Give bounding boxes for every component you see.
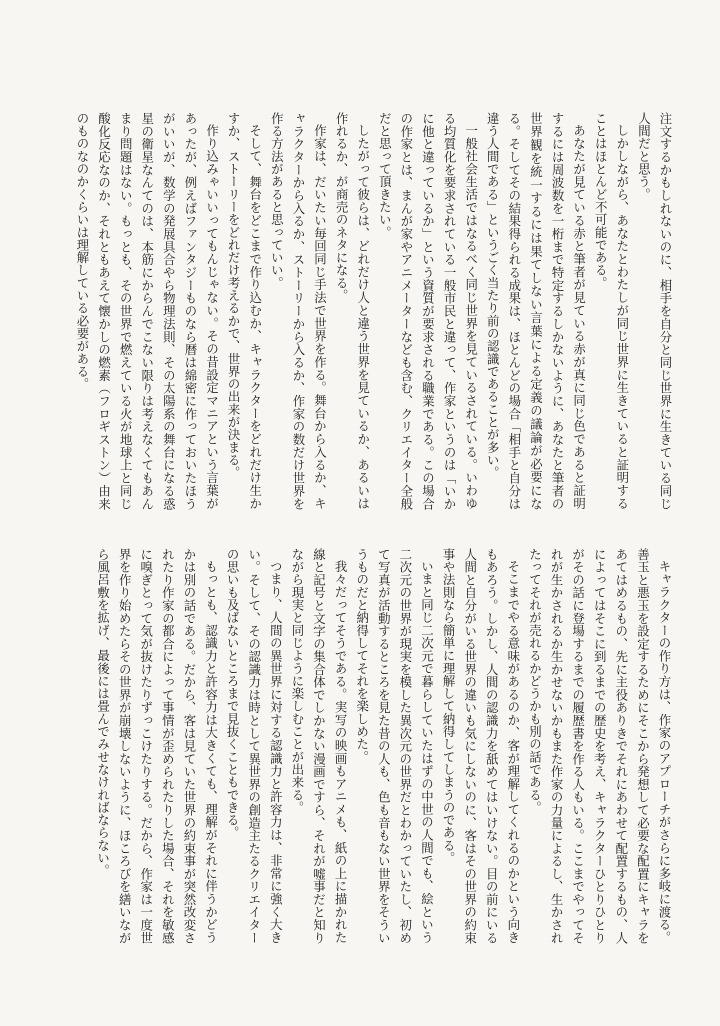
bottom-paragraph-1: キャラクターの作り方は、作家のアプローチがさらに多岐に渡る。善玉と悪玉を設定するためにそこから発想して必要な配置にキャラをあてはめるもの、先に主役ありきでそれにあわせて配置するもの、人によってはそこに到るまでの歴史を考え、キャラクターひとりひとりがその話に登場するまでの履歴書を作る人もいる。ここまでやってそれが生かされるか生かせないかもまた作家の力量によるし、生かされたってそれが売れるかどうかも別の話である。 (527, 548, 672, 944)
top-paragraph-8: 作り込みゃいいってもんじゃない。その昔設定マニアという言葉があったが、例えばファンタジーものなら暦は綿密に作っておいたほうがいいが、数学の発展具合やら物理法則、その太陽系の舞台になる惑星の衛星なんてのは、本筋にからんでこない限りは考えなくてもあんまり問題はない。もっとも、その世界で燃えている火が地球上と同じ酸化反応なのか、それともあえて懐かしの燃素（フロギストン）由来のものなのかくらいは理解している必要がある。 (74, 112, 220, 510)
bottom-paragraph-6: もっとも、認識力と許容力は大きくても、理解がそれに伴うかどうかは別の話である。だから、客は見ていた世界の約束事が突然改変されたり作家の都合によって事情が歪められたりした場合、それを敏感に嗅ぎとって気が抜けたりずっこけたりする。だから、作家は一度世界を作り始めたらその世界が崩壊しないように、ほころびを繕いながら風呂敷を拡げ、最後には畳んでみせなければならない。 (95, 548, 219, 944)
bottom-paragraph-3: いまと同じ二次元で暮らしていたはずの中世の人間でも、絵という二次元の世界が現実を模した異次元の世界だとわかっていたし、初めて写真が活動するところを見た昔の人も、色も音もない世界をそういうものだと納得してそれを楽しめた。 (354, 548, 435, 944)
top-text-section (74, 112, 676, 510)
bottom-paragraph-5: つまり、人間の異世界に対する認識力と許容力は、非常に強く大きい。そして、その認識力は時として異世界の創造主たるクリエイターの思いも及ばないところまで見抜くこともできる。 (225, 548, 284, 944)
top-paragraph-6: 作家は、だいたい毎回同じ手法で世界を作る。舞台から入るか、キャラクターから入るか、ストーリーから入るか、作家の数だけ世界を作る方法があると思っていい。 (269, 112, 328, 510)
top-paragraph-5: したがって彼らは、どれだけ人と違う世界を見ているか、あるいは作れるか、が商売のネタになる。 (334, 112, 371, 510)
bottom-text-section (57, 548, 675, 944)
bottom-paragraph-4: 我々だってそうである。実写の映画もアニメも、紙の上に描かれた線と記号と文字の集合体でしかない漫画ですら、それが嘘事だと知りながら現実と同じように楽しむことが出来る。 (289, 548, 349, 944)
top-paragraph-3: あなたが見ている赤と筆者が見ている赤が真に同じ色であると証明するには周波数を一桁まで特定するしかないように、あなたと筆者の世界観を統一するには果てしない言葉による定義の議論が必要になる。そしてその結果得られる成果は、ほとんどの場合「相手と自分は違う人間である」というごく当たり前の認識であることが多い。 (485, 112, 587, 510)
top-paragraph-1: 注文するかもしれないのに、相手を自分と同じ世界に生きている同じ人間だと思う。 (636, 112, 673, 510)
bottom-paragraph-2: そこまでやる意味があるのか、客が理解してくれるのかという向きもあろう。しかし、人間の認識力を舐めてはいけない。目の前にいる人間と自分がいる世界の違いも気にしないのに、客はその世界の約束事や法則なら簡単に理解して納得してしまうのである。 (441, 548, 521, 944)
top-paragraph-4: 一般社会生活ではなるべく同じ世界を見ているされている。いわゆる均質化を要求されている一般市民と違って、作家というのは「いかに他と違っているか」という資質が要求される職業である。この場合の作家とは、まんが家やアニメーターなども含む、クリエイター全般だと思って頂きたい。 (377, 112, 479, 510)
top-paragraph-7: そして、舞台をどこまで作り込むか、キャラクターをどれだけ生かすか、ストーリーをどれだけ考えるかで、世界の出来が決まる。 (226, 112, 263, 510)
top-paragraph-2: しかしながら、あなたとわたしが同じ世界に生きていると証明することはほとんど不可能である。 (593, 112, 630, 510)
